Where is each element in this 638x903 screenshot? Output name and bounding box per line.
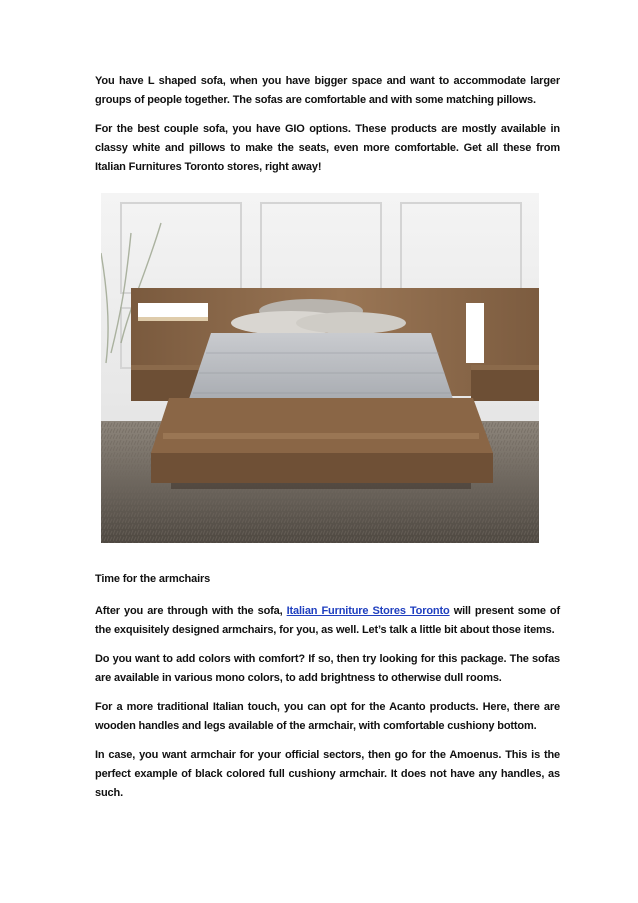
link-paragraph-after: will present some of the exquisitely designed armchairs, for you, as well. Let’s talk a little bit about those items. <box>95 605 561 636</box>
intro-text-block <box>95 72 560 177</box>
paragraph-amoenus: In case, you want armchair for your official sectors, then go for the Amoenus. This is the perfect example of black colored full cushiony armchair. It does not have any handles, as such. <box>95 749 560 799</box>
paragraph-stores-link <box>95 602 560 640</box>
paragraph-l-shaped-sofa: You have L shaped sofa, when you have bigger space and want to accommodate larger groups of people together. The sofas are comfortable and with some matching pillows. <box>95 75 560 106</box>
paragraph-gio-options: For the best couple sofa, you have GIO options. These products are mostly available in classy white and pillows to make the seats, even more comfortable. Get all these from Italian Furnitures Toronto stores, right away! <box>95 123 560 173</box>
armchairs-text-block <box>95 570 560 803</box>
paragraph-colors-comfort: Do you want to add colors with comfort? If so, then try looking for this package. The sofas are available in various mono colors, to add brightness to otherwise dull rooms. <box>95 653 560 684</box>
paragraph-acanto: For a more traditional Italian touch, you can opt for the Acanto products. Here, there are wooden handles and legs available of the armchair, with comfortable cushiony bottom. <box>95 701 560 732</box>
italian-furniture-stores-link[interactable]: Italian Furniture Stores Toronto <box>286 605 450 617</box>
bed-photo <box>101 193 539 543</box>
link-paragraph-before: After you are through with the sofa, <box>95 605 287 617</box>
section-heading: Time for the armchairs <box>95 573 211 585</box>
